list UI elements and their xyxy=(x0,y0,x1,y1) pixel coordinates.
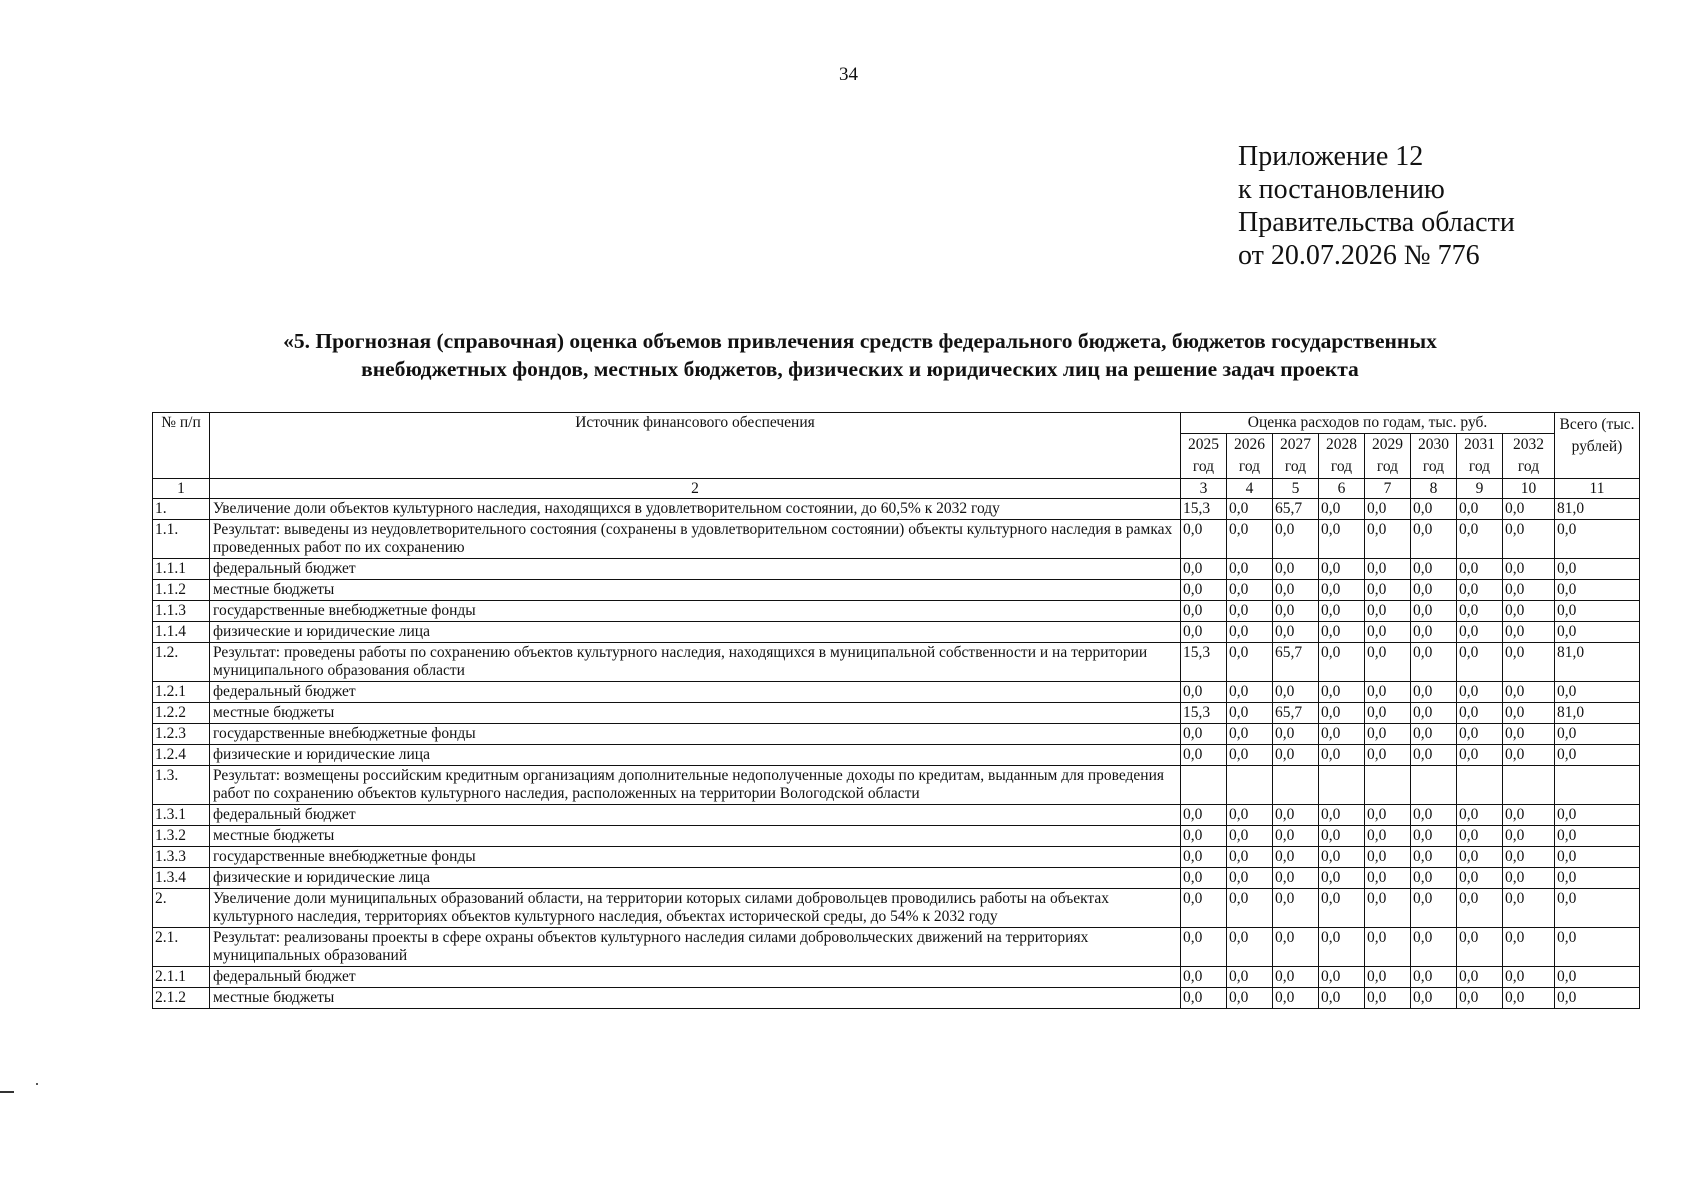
row-source-name: государственные внебюджетные фонды xyxy=(210,601,1181,622)
row-year-value: 0,0 xyxy=(1227,622,1273,643)
table-row xyxy=(153,643,1640,682)
row-year-value: 0,0 xyxy=(1457,682,1503,703)
row-year-value: 0,0 xyxy=(1365,826,1411,847)
table-row xyxy=(153,559,1640,580)
row-year-value: 0,0 xyxy=(1181,826,1227,847)
title-line-1: «5. Прогнозная (справочная) оценка объемов привлечения средств федерального бюджета, бюджетов государственных xyxy=(283,329,1437,353)
row-year-value: 0,0 xyxy=(1457,622,1503,643)
row-year-value: 15,3 xyxy=(1181,499,1227,520)
row-year-value: 0,0 xyxy=(1503,580,1555,601)
table-row xyxy=(153,889,1640,928)
row-year-value: 0,0 xyxy=(1181,805,1227,826)
row-year-value: 0,0 xyxy=(1365,889,1411,928)
row-year-value: 0,0 xyxy=(1365,559,1411,580)
appendix-line-4: от 20.07.2026 № 776 xyxy=(1238,240,1480,271)
row-total-value: 0,0 xyxy=(1555,601,1640,622)
row-year-value: 15,3 xyxy=(1181,703,1227,724)
row-year-value: 0,0 xyxy=(1319,559,1365,580)
row-year-value: 0,0 xyxy=(1227,988,1273,1009)
table-row xyxy=(153,601,1640,622)
scan-artifact-line xyxy=(0,1091,14,1093)
table-body xyxy=(153,499,1640,1009)
column-number-cell: 5 xyxy=(1273,479,1319,499)
header-total: Всего (тыс. рублей) xyxy=(1555,413,1640,479)
column-number-cell: 1 xyxy=(153,479,210,499)
row-total-value: 0,0 xyxy=(1555,724,1640,745)
row-source-name: местные бюджеты xyxy=(210,988,1181,1009)
row-total-value: 0,0 xyxy=(1555,622,1640,643)
row-year-value: 0,0 xyxy=(1319,580,1365,601)
row-number: 1.2. xyxy=(153,643,210,682)
row-year-value: 0,0 xyxy=(1319,682,1365,703)
row-year-value: 0,0 xyxy=(1273,724,1319,745)
row-number: 1.3.1 xyxy=(153,805,210,826)
row-year-value: 0,0 xyxy=(1227,682,1273,703)
row-year-value: 0,0 xyxy=(1319,520,1365,559)
row-year-value: 0,0 xyxy=(1411,622,1457,643)
row-year-value: 0,0 xyxy=(1411,520,1457,559)
row-year-value: 0,0 xyxy=(1273,745,1319,766)
row-year-value: 0,0 xyxy=(1319,622,1365,643)
row-year-value: 0,0 xyxy=(1503,745,1555,766)
appendix-line-2: к постановлению xyxy=(1238,174,1445,205)
row-year-value: 0,0 xyxy=(1273,559,1319,580)
appendix-line-1: Приложение 12 xyxy=(1238,141,1424,172)
column-number-cell: 8 xyxy=(1411,479,1457,499)
row-year-value: 0,0 xyxy=(1503,601,1555,622)
appendix-line-3: Правительства области xyxy=(1238,207,1515,238)
table-row xyxy=(153,766,1640,805)
row-year-value xyxy=(1365,766,1411,805)
row-source-name: местные бюджеты xyxy=(210,580,1181,601)
table-row xyxy=(153,826,1640,847)
row-year-value: 0,0 xyxy=(1319,745,1365,766)
row-year-value: 0,0 xyxy=(1273,928,1319,967)
table-row xyxy=(153,745,1640,766)
row-source-name: местные бюджеты xyxy=(210,703,1181,724)
row-year-value: 0,0 xyxy=(1181,580,1227,601)
header-year: 2028 год xyxy=(1319,434,1365,479)
row-year-value: 0,0 xyxy=(1365,520,1411,559)
row-year-value: 0,0 xyxy=(1273,580,1319,601)
row-year-value: 0,0 xyxy=(1503,622,1555,643)
row-year-value: 0,0 xyxy=(1227,847,1273,868)
row-year-value: 0,0 xyxy=(1365,724,1411,745)
row-total-value: 0,0 xyxy=(1555,928,1640,967)
column-number-cell: 6 xyxy=(1319,479,1365,499)
row-year-value: 0,0 xyxy=(1503,826,1555,847)
header-year: 2030 год xyxy=(1411,434,1457,479)
row-number: 2.1.2 xyxy=(153,988,210,1009)
row-year-value: 0,0 xyxy=(1227,967,1273,988)
row-number: 1.1. xyxy=(153,520,210,559)
row-year-value: 0,0 xyxy=(1181,847,1227,868)
table-row xyxy=(153,499,1640,520)
row-year-value: 0,0 xyxy=(1411,499,1457,520)
row-year-value: 0,0 xyxy=(1181,724,1227,745)
header-source: Источник финансового обеспечения xyxy=(210,413,1181,479)
row-year-value: 0,0 xyxy=(1319,967,1365,988)
row-year-value: 0,0 xyxy=(1319,805,1365,826)
row-year-value: 0,0 xyxy=(1365,622,1411,643)
row-year-value xyxy=(1457,766,1503,805)
row-year-value: 0,0 xyxy=(1181,988,1227,1009)
row-year-value: 0,0 xyxy=(1227,868,1273,889)
row-source-name: физические и юридические лица xyxy=(210,745,1181,766)
row-year-value: 0,0 xyxy=(1503,928,1555,967)
row-year-value: 0,0 xyxy=(1411,601,1457,622)
row-number: 1.3.3 xyxy=(153,847,210,868)
row-year-value: 0,0 xyxy=(1457,724,1503,745)
row-year-value: 0,0 xyxy=(1181,928,1227,967)
row-year-value: 0,0 xyxy=(1319,928,1365,967)
row-year-value: 0,0 xyxy=(1365,805,1411,826)
row-year-value: 0,0 xyxy=(1503,847,1555,868)
row-year-value: 0,0 xyxy=(1181,559,1227,580)
table-row xyxy=(153,928,1640,967)
row-year-value xyxy=(1319,766,1365,805)
row-year-value xyxy=(1503,766,1555,805)
header-year: 2029 год xyxy=(1365,434,1411,479)
row-year-value: 0,0 xyxy=(1411,745,1457,766)
header-num: № п/п xyxy=(153,413,210,479)
row-year-value: 0,0 xyxy=(1457,580,1503,601)
row-year-value: 0,0 xyxy=(1319,889,1365,928)
column-number-cell: 11 xyxy=(1555,479,1640,499)
row-year-value: 0,0 xyxy=(1227,499,1273,520)
row-year-value: 0,0 xyxy=(1503,805,1555,826)
row-year-value: 0,0 xyxy=(1411,643,1457,682)
row-source-name: Увеличение доли муниципальных образований области, на территории которых силами добровольцев проводились работы на объектах культурного наследия, территориях объектов культурного наследия, объектах исторической среды, до 54% к 2032 году xyxy=(210,889,1181,928)
row-year-value: 0,0 xyxy=(1503,967,1555,988)
row-year-value: 0,0 xyxy=(1273,967,1319,988)
row-total-value: 0,0 xyxy=(1555,826,1640,847)
row-number: 1.3. xyxy=(153,766,210,805)
header-year: 2031 год xyxy=(1457,434,1503,479)
row-year-value: 65,7 xyxy=(1273,703,1319,724)
row-total-value: 0,0 xyxy=(1555,745,1640,766)
row-source-name: Результат: выведены из неудовлетворительного состояния (сохранены в удовлетворительном состоянии) объекты культурного наследия в рамках проведенных работ по их сохранению xyxy=(210,520,1181,559)
row-source-name: государственные внебюджетные фонды xyxy=(210,724,1181,745)
row-year-value: 0,0 xyxy=(1319,724,1365,745)
row-year-value xyxy=(1411,766,1457,805)
document-title xyxy=(160,327,1560,383)
row-year-value: 0,0 xyxy=(1411,724,1457,745)
row-total-value: 0,0 xyxy=(1555,967,1640,988)
row-source-name: Результат: возмещены российским кредитным организациям дополнительные недополученные доходы по кредитам, выданным для проведения работ по сохранению объектов культурного наследия, расположенных на территории Вологодской области xyxy=(210,766,1181,805)
row-source-name: физические и юридические лица xyxy=(210,868,1181,889)
row-number: 1.1.4 xyxy=(153,622,210,643)
row-year-value xyxy=(1273,766,1319,805)
row-number: 1.2.3 xyxy=(153,724,210,745)
row-year-value: 0,0 xyxy=(1365,703,1411,724)
title-line-2: внебюджетных фондов, местных бюджетов, физических и юридических лиц на решение задач проекта xyxy=(361,357,1359,381)
row-year-value: 0,0 xyxy=(1227,703,1273,724)
table-row xyxy=(153,967,1640,988)
row-year-value: 0,0 xyxy=(1227,745,1273,766)
row-year-value: 0,0 xyxy=(1227,928,1273,967)
row-number: 1.3.2 xyxy=(153,826,210,847)
header-estimate: Оценка расходов по годам, тыс. руб. xyxy=(1181,413,1555,434)
row-source-name: федеральный бюджет xyxy=(210,682,1181,703)
column-number-cell: 3 xyxy=(1181,479,1227,499)
row-year-value: 0,0 xyxy=(1503,988,1555,1009)
column-number-cell: 10 xyxy=(1503,479,1555,499)
row-year-value: 0,0 xyxy=(1457,499,1503,520)
row-year-value: 0,0 xyxy=(1411,928,1457,967)
row-year-value: 0,0 xyxy=(1457,703,1503,724)
row-year-value: 0,0 xyxy=(1503,643,1555,682)
row-year-value: 0,0 xyxy=(1181,682,1227,703)
row-year-value: 0,0 xyxy=(1457,520,1503,559)
row-year-value: 0,0 xyxy=(1227,643,1273,682)
row-year-value: 0,0 xyxy=(1411,805,1457,826)
table-row xyxy=(153,520,1640,559)
row-year-value: 0,0 xyxy=(1319,847,1365,868)
row-year-value: 0,0 xyxy=(1273,805,1319,826)
header-year: 2025 год xyxy=(1181,434,1227,479)
row-number: 1.1.2 xyxy=(153,580,210,601)
row-year-value: 0,0 xyxy=(1365,868,1411,889)
row-year-value xyxy=(1227,766,1273,805)
row-year-value: 0,0 xyxy=(1319,703,1365,724)
row-number: 2.1. xyxy=(153,928,210,967)
row-year-value: 0,0 xyxy=(1457,847,1503,868)
row-year-value: 0,0 xyxy=(1503,724,1555,745)
row-year-value: 0,0 xyxy=(1319,499,1365,520)
header-year: 2027 год xyxy=(1273,434,1319,479)
row-year-value: 0,0 xyxy=(1227,559,1273,580)
row-year-value: 0,0 xyxy=(1365,967,1411,988)
row-year-value: 65,7 xyxy=(1273,643,1319,682)
table-row xyxy=(153,703,1640,724)
row-source-name: Увеличение доли объектов культурного наследия, находящихся в удовлетворительном состоянии, до 60,5% к 2032 году xyxy=(210,499,1181,520)
row-year-value xyxy=(1181,766,1227,805)
row-total-value: 0,0 xyxy=(1555,847,1640,868)
row-year-value: 0,0 xyxy=(1365,847,1411,868)
row-total-value: 81,0 xyxy=(1555,499,1640,520)
row-year-value: 0,0 xyxy=(1503,868,1555,889)
row-year-value: 0,0 xyxy=(1411,703,1457,724)
row-year-value: 0,0 xyxy=(1411,988,1457,1009)
row-year-value: 0,0 xyxy=(1457,745,1503,766)
row-year-value: 0,0 xyxy=(1457,868,1503,889)
row-year-value: 0,0 xyxy=(1319,868,1365,889)
row-year-value: 0,0 xyxy=(1411,967,1457,988)
row-year-value: 0,0 xyxy=(1273,520,1319,559)
row-year-value: 0,0 xyxy=(1273,622,1319,643)
row-year-value: 0,0 xyxy=(1503,703,1555,724)
financing-table xyxy=(152,412,1640,1009)
row-year-value: 0,0 xyxy=(1457,967,1503,988)
row-year-value: 0,0 xyxy=(1457,601,1503,622)
row-year-value: 0,0 xyxy=(1227,580,1273,601)
row-source-name: государственные внебюджетные фонды xyxy=(210,847,1181,868)
row-year-value: 15,3 xyxy=(1181,643,1227,682)
header-year: 2026 год xyxy=(1227,434,1273,479)
row-source-name: Результат: проведены работы по сохранению объектов культурного наследия, находящихся в муниципальной собственности и на территории муниципального образования области xyxy=(210,643,1181,682)
row-year-value: 0,0 xyxy=(1365,580,1411,601)
table-row xyxy=(153,622,1640,643)
row-year-value: 0,0 xyxy=(1503,559,1555,580)
appendix-block xyxy=(1238,140,1515,272)
row-year-value: 0,0 xyxy=(1227,724,1273,745)
row-year-value: 0,0 xyxy=(1411,826,1457,847)
row-year-value: 0,0 xyxy=(1365,601,1411,622)
row-year-value: 0,0 xyxy=(1503,682,1555,703)
table-row xyxy=(153,580,1640,601)
table-row xyxy=(153,868,1640,889)
row-number: 1.2.2 xyxy=(153,703,210,724)
table-row xyxy=(153,847,1640,868)
row-number: 1.2.1 xyxy=(153,682,210,703)
row-year-value: 0,0 xyxy=(1411,847,1457,868)
row-year-value: 0,0 xyxy=(1503,520,1555,559)
row-year-value: 0,0 xyxy=(1273,868,1319,889)
row-year-value: 0,0 xyxy=(1227,805,1273,826)
row-year-value: 0,0 xyxy=(1457,988,1503,1009)
row-year-value: 0,0 xyxy=(1273,601,1319,622)
row-year-value: 0,0 xyxy=(1227,520,1273,559)
row-total-value: 0,0 xyxy=(1555,682,1640,703)
row-year-value: 0,0 xyxy=(1319,826,1365,847)
row-year-value: 0,0 xyxy=(1457,643,1503,682)
row-year-value: 0,0 xyxy=(1365,682,1411,703)
column-number-cell: 9 xyxy=(1457,479,1503,499)
row-total-value: 0,0 xyxy=(1555,988,1640,1009)
row-year-value: 0,0 xyxy=(1503,499,1555,520)
row-year-value: 0,0 xyxy=(1365,745,1411,766)
row-number: 2. xyxy=(153,889,210,928)
row-total-value: 0,0 xyxy=(1555,868,1640,889)
table-row xyxy=(153,988,1640,1009)
table-row xyxy=(153,682,1640,703)
row-year-value: 0,0 xyxy=(1181,622,1227,643)
row-year-value: 0,0 xyxy=(1273,988,1319,1009)
row-source-name: федеральный бюджет xyxy=(210,805,1181,826)
row-year-value: 0,0 xyxy=(1411,682,1457,703)
row-number: 1.1.3 xyxy=(153,601,210,622)
row-year-value: 0,0 xyxy=(1457,889,1503,928)
row-year-value: 0,0 xyxy=(1181,601,1227,622)
row-number: 1.2.4 xyxy=(153,745,210,766)
row-total-value: 0,0 xyxy=(1555,559,1640,580)
row-total-value: 0,0 xyxy=(1555,889,1640,928)
row-year-value: 0,0 xyxy=(1273,889,1319,928)
column-number-cell: 7 xyxy=(1365,479,1411,499)
row-year-value: 0,0 xyxy=(1411,559,1457,580)
row-year-value: 0,0 xyxy=(1319,643,1365,682)
column-number-row xyxy=(153,479,1640,499)
row-year-value: 0,0 xyxy=(1227,601,1273,622)
row-year-value: 0,0 xyxy=(1319,988,1365,1009)
row-total-value xyxy=(1555,766,1640,805)
row-year-value: 0,0 xyxy=(1273,847,1319,868)
row-year-value: 0,0 xyxy=(1411,580,1457,601)
row-number: 2.1.1 xyxy=(153,967,210,988)
column-number-cell: 2 xyxy=(210,479,1181,499)
row-year-value: 0,0 xyxy=(1457,559,1503,580)
row-year-value: 0,0 xyxy=(1181,868,1227,889)
row-total-value: 81,0 xyxy=(1555,643,1640,682)
page-number: 34 xyxy=(839,64,858,85)
row-year-value: 0,0 xyxy=(1181,745,1227,766)
row-year-value: 0,0 xyxy=(1457,805,1503,826)
row-source-name: федеральный бюджет xyxy=(210,967,1181,988)
row-number: 1.3.4 xyxy=(153,868,210,889)
row-total-value: 0,0 xyxy=(1555,805,1640,826)
row-year-value: 0,0 xyxy=(1181,889,1227,928)
header-year: 2032 год xyxy=(1503,434,1555,479)
row-year-value: 0,0 xyxy=(1227,826,1273,847)
table-header xyxy=(153,413,1640,499)
row-year-value: 0,0 xyxy=(1457,928,1503,967)
column-number-cell: 4 xyxy=(1227,479,1273,499)
row-year-value: 0,0 xyxy=(1365,988,1411,1009)
row-year-value: 0,0 xyxy=(1411,868,1457,889)
row-year-value: 0,0 xyxy=(1273,826,1319,847)
row-year-value: 0,0 xyxy=(1365,643,1411,682)
row-year-value: 0,0 xyxy=(1365,928,1411,967)
row-total-value: 81,0 xyxy=(1555,703,1640,724)
row-year-value: 0,0 xyxy=(1319,601,1365,622)
row-year-value: 0,0 xyxy=(1365,499,1411,520)
row-year-value: 0,0 xyxy=(1457,826,1503,847)
scan-artifact-dot xyxy=(36,1083,38,1085)
row-source-name: физические и юридические лица xyxy=(210,622,1181,643)
row-year-value: 0,0 xyxy=(1411,889,1457,928)
table-row xyxy=(153,805,1640,826)
row-year-value: 0,0 xyxy=(1181,967,1227,988)
row-year-value: 0,0 xyxy=(1227,889,1273,928)
row-source-name: местные бюджеты xyxy=(210,826,1181,847)
row-total-value: 0,0 xyxy=(1555,520,1640,559)
row-number: 1.1.1 xyxy=(153,559,210,580)
row-year-value: 0,0 xyxy=(1181,520,1227,559)
row-total-value: 0,0 xyxy=(1555,580,1640,601)
row-year-value: 0,0 xyxy=(1503,889,1555,928)
row-source-name: Результат: реализованы проекты в сфере охраны объектов культурного наследия силами добровольческих движений на территориях муниципальных образований xyxy=(210,928,1181,967)
row-year-value: 0,0 xyxy=(1273,682,1319,703)
row-number: 1. xyxy=(153,499,210,520)
table-row xyxy=(153,724,1640,745)
row-source-name: федеральный бюджет xyxy=(210,559,1181,580)
row-year-value: 65,7 xyxy=(1273,499,1319,520)
